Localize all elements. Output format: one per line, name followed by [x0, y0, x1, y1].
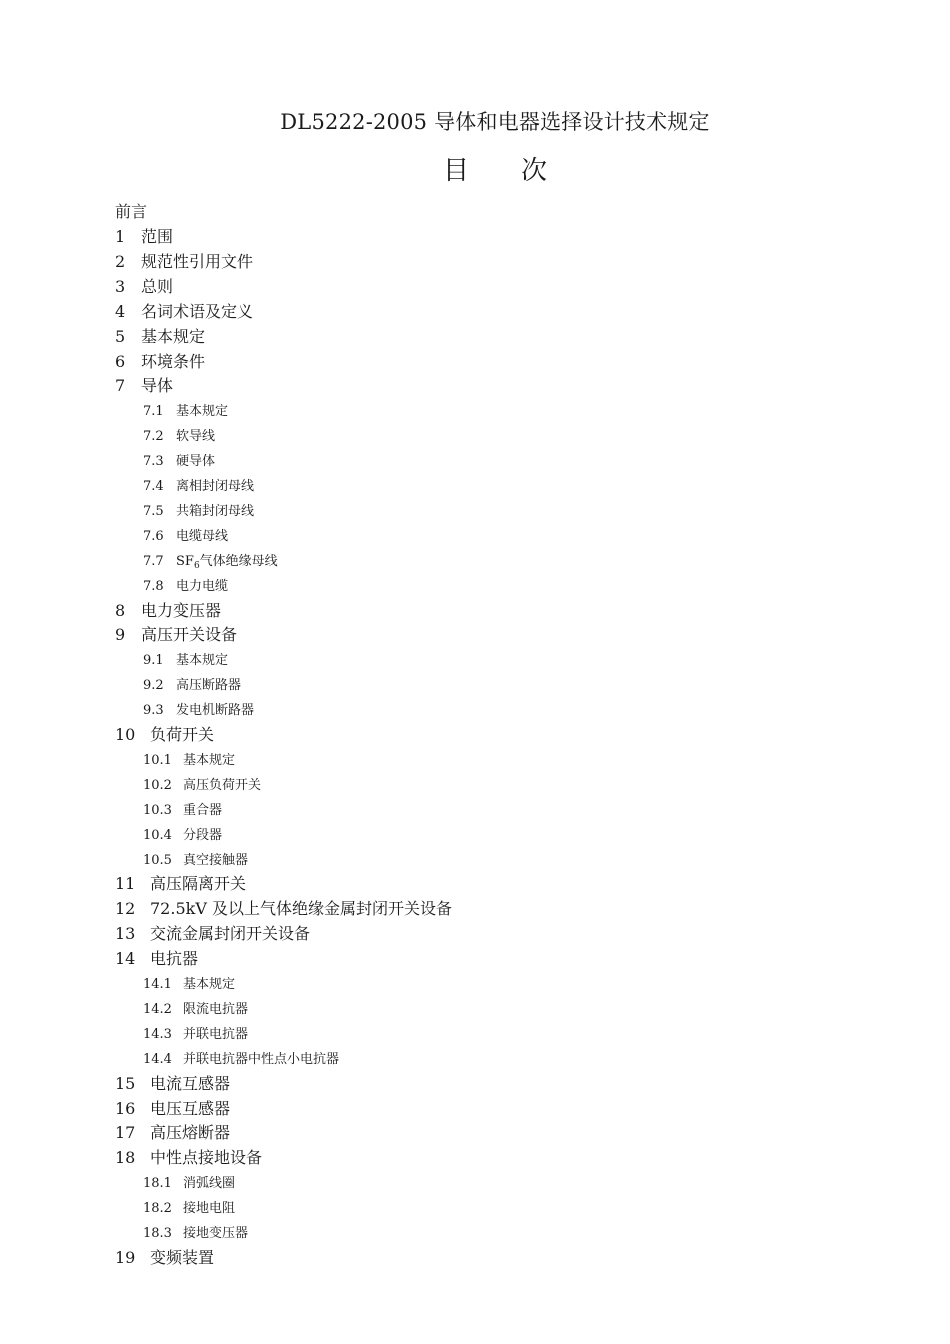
toc-entry-label: 基本规定	[176, 404, 229, 420]
toc-entry-7-4[interactable]	[143, 477, 254, 497]
toc-entry-preface[interactable]: 前言	[115, 202, 148, 221]
toc-heading-char-1: 目	[442, 156, 469, 186]
toc-entry-number: 18.1	[143, 1176, 172, 1192]
toc-entry-14-1[interactable]	[143, 975, 235, 995]
toc-entry-label: 接地变压器	[183, 1226, 249, 1241]
toc-entry-label: 电力电缆	[176, 578, 229, 594]
toc-entry-number: 10.3	[143, 802, 172, 818]
toc-entry-10[interactable]	[115, 724, 214, 746]
toc-entry-6[interactable]	[115, 351, 205, 373]
toc-entry-7-5[interactable]	[143, 502, 254, 522]
toc-entry-label: 高压负荷开关	[183, 777, 262, 793]
toc-entry-label: 导体	[141, 376, 174, 396]
toc-entry-number: 8	[115, 600, 126, 620]
toc-entry-16[interactable]	[115, 1098, 230, 1120]
toc-entry-18[interactable]	[115, 1147, 262, 1169]
toc-entry-label: 电流互感器	[150, 1073, 231, 1093]
toc-entry-number: 7.8	[143, 578, 164, 594]
toc-entry-number: 7.4	[143, 479, 164, 494]
toc-entry-number: 15	[115, 1073, 136, 1093]
toc-entry-label: 变频装置	[150, 1247, 215, 1267]
toc-entry-label-prefix: SF	[176, 553, 194, 569]
toc-entry-11[interactable]	[115, 873, 246, 895]
toc-entry-label: 负荷开关	[150, 725, 215, 744]
toc-entry-number: 5	[115, 326, 126, 346]
toc-entry-number: 14.4	[143, 1051, 172, 1067]
toc-entry-label: 环境条件	[141, 351, 206, 371]
toc-entry-8[interactable]	[115, 600, 221, 622]
toc-entry-number: 2	[115, 251, 126, 271]
toc-entry-number: 10.5	[143, 852, 172, 868]
toc-entry-number: 18.3	[143, 1226, 172, 1241]
toc-entry-number: 10.2	[143, 777, 172, 793]
toc-entry-10-3[interactable]	[143, 801, 222, 821]
toc-entry-label: 重合器	[183, 802, 223, 818]
toc-entry-label: 限流电抗器	[183, 1001, 249, 1017]
toc-entry-number: 10.4	[143, 827, 172, 843]
toc-entry-7-7[interactable]	[143, 552, 278, 572]
toc-entry-label: 并联电抗器	[183, 1026, 249, 1042]
toc-entry-number: 18	[115, 1148, 136, 1168]
toc-entry-18-2[interactable]	[143, 1199, 235, 1219]
toc-entry-number: 7.2	[143, 429, 164, 445]
toc-entry-9-3[interactable]	[143, 701, 254, 721]
toc-entry-10-4[interactable]	[143, 826, 222, 846]
toc-entry-number: 13	[115, 924, 136, 944]
toc-entry-7[interactable]	[115, 375, 173, 397]
toc-entry-7-2[interactable]	[143, 427, 215, 447]
toc-entry-18-3[interactable]	[143, 1224, 248, 1244]
toc-entry-number: 9	[115, 625, 126, 645]
toc-entry-7-8[interactable]	[143, 577, 228, 597]
toc-entry-7-6[interactable]	[143, 527, 228, 547]
toc-entry-label: 电力变压器	[141, 600, 222, 620]
toc-entry-7-1[interactable]	[143, 402, 228, 422]
toc-entry-label: 分段器	[183, 827, 223, 843]
toc-entry-number: 4	[115, 301, 126, 321]
toc-entry-number: 6	[115, 351, 126, 371]
toc-entry-number: 3	[115, 276, 126, 296]
toc-entry-19[interactable]	[115, 1247, 214, 1269]
toc-entry-number: 1	[115, 227, 126, 246]
toc-entry-2[interactable]	[115, 251, 253, 273]
toc-entry-1[interactable]	[115, 226, 173, 248]
toc-entry-label: 并联电抗器中性点小电抗器	[183, 1051, 340, 1067]
toc-entry-label	[176, 554, 278, 569]
document-title: DL5222-2005 导体和电器选择设计技术规定	[280, 110, 710, 134]
toc-entry-7-3[interactable]	[143, 452, 215, 472]
toc-entry-15[interactable]	[115, 1073, 230, 1095]
toc-entry-4[interactable]	[115, 301, 253, 323]
toc-entry-number: 7.3	[143, 454, 164, 470]
toc-entry-10-2[interactable]	[143, 776, 261, 796]
toc-entry-14-2[interactable]	[143, 1000, 248, 1020]
toc-entry-number: 17	[115, 1123, 136, 1143]
toc-entry-number: 14.1	[143, 977, 172, 992]
toc-entry-13[interactable]	[115, 923, 310, 945]
toc-entry-number: 7.7	[143, 553, 164, 569]
toc-entry-label: 接地电阻	[183, 1201, 236, 1217]
toc-entry-label: 规范性引用文件	[141, 251, 254, 271]
toc-entry-label-subscript: 6	[193, 560, 200, 571]
toc-entry-number: 19	[115, 1247, 136, 1267]
toc-entry-number: 14.2	[143, 1001, 172, 1017]
toc-entry-label: 共箱封闭母线	[176, 503, 255, 519]
toc-entry-label: 电缆母线	[176, 528, 229, 544]
toc-entry-label: 硬导体	[176, 454, 216, 470]
toc-entry-number: 18.2	[143, 1201, 172, 1217]
toc-entry-label: 高压隔离开关	[150, 874, 247, 894]
toc-entry-label: 电抗器	[150, 949, 199, 969]
toc-entry-9-1[interactable]	[143, 651, 228, 671]
toc-entry-number: 7	[115, 376, 126, 396]
toc-entry-3[interactable]	[115, 276, 173, 298]
toc-entry-number: 14.3	[143, 1026, 172, 1042]
toc-heading	[0, 150, 950, 187]
toc-entry-label: 72.5kV 及以上气体绝缘金属封闭开关设备	[150, 899, 452, 919]
toc-entry-label: 基本规定	[176, 653, 229, 669]
toc-entry-label: 发电机断路器	[176, 703, 255, 719]
toc-entry-9-2[interactable]	[143, 676, 241, 696]
toc-entry-number: 7.6	[143, 528, 164, 544]
toc-entry-number: 11	[115, 874, 136, 894]
toc-entry-number: 10.1	[143, 752, 172, 768]
toc-entry-number: 9.1	[143, 653, 164, 669]
toc-entry-label: 电压互感器	[150, 1098, 231, 1118]
toc-entry-number: 12	[115, 899, 136, 919]
toc-entry-label: 离相封闭母线	[176, 479, 255, 494]
toc-entry-label: 真空接触器	[183, 852, 249, 868]
toc-entry-label-text: 气体绝缘母线	[199, 553, 278, 569]
toc-entry-14-3[interactable]	[143, 1025, 248, 1045]
toc-entry-number: 7.5	[143, 503, 164, 519]
toc-entry-label: 消弧线圈	[183, 1176, 236, 1192]
toc-entry-number: 9.2	[143, 678, 164, 694]
toc-entry-label: 基本规定	[141, 326, 206, 346]
toc-entry-number: 10	[115, 725, 136, 744]
toc-entry-label: 名词术语及定义	[141, 301, 254, 321]
toc-entry-label: 范围	[141, 227, 174, 246]
toc-entry-label: 高压断路器	[176, 678, 242, 694]
toc-entry-number: 16	[115, 1098, 136, 1118]
toc-entry-number: 14	[115, 949, 136, 969]
toc-entry-number: 7.1	[143, 404, 164, 420]
toc-entry-label: 高压熔断器	[150, 1123, 231, 1143]
toc-entry-label: 交流金属封闭开关设备	[150, 924, 311, 944]
toc-entry-label: 总则	[141, 276, 174, 296]
toc-entry-label: 软导线	[176, 429, 216, 445]
toc-entry-number: 9.3	[143, 703, 164, 719]
toc-entry-9[interactable]	[115, 624, 237, 646]
toc-entry-label: 高压开关设备	[141, 625, 238, 645]
toc-entry-label: 基本规定	[183, 752, 236, 768]
toc-entry-label: 中性点接地设备	[150, 1148, 263, 1168]
toc-entry-5[interactable]	[115, 326, 205, 348]
toc-entry-14-4[interactable]	[143, 1050, 339, 1070]
toc-entry-10-1[interactable]	[143, 751, 235, 771]
toc-entry-17[interactable]	[115, 1122, 230, 1144]
toc-entry-10-5[interactable]	[143, 851, 248, 871]
toc-entry-18-1[interactable]	[143, 1174, 235, 1194]
toc-entry-14[interactable]	[115, 948, 198, 970]
toc-heading-char-2: 次	[521, 156, 548, 186]
toc-entry-label: 基本规定	[183, 977, 236, 992]
toc-entry-12[interactable]	[115, 898, 452, 920]
